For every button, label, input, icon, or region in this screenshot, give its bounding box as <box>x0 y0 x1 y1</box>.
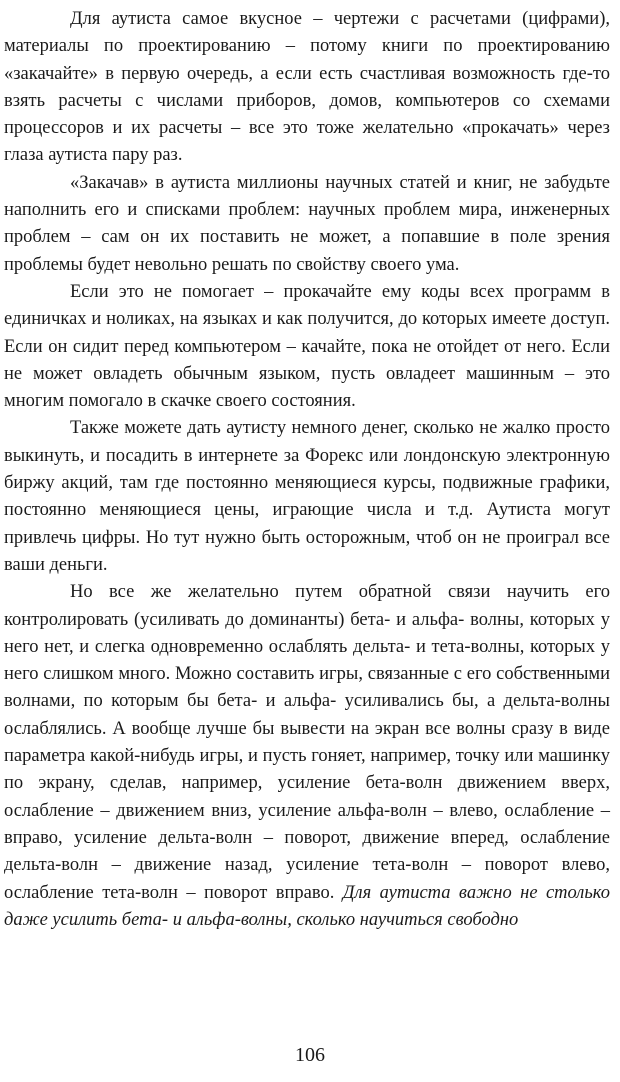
paragraph-5-italic-text: Для аутиста важно не столько даже усилить бета- и альфа-волны, сколько научиться свободно <box>4 882 610 930</box>
page-number: 106 <box>295 1044 325 1066</box>
paragraph-5 <box>4 579 610 934</box>
paragraph-3: Если это не помогает – прокачайте ему коды всех программ в единичках и ноликах, на языках и как получится, до которых имеете доступ. Если он сидит перед компьютером – качайте, пока не отойдет от него. Если не может овладеть обычным языком, пусть овладеет машинным – это многим помогало в скачке своего состояния. <box>4 281 610 412</box>
paragraph-5-text: Но все же желательно путем обратной связи научить его контролировать (усиливать до доминанты) бета- и альфа- волны, которых у него нет, и слегка одновременно ослаблять дельта- и тета-волны, которых у него слишком много. Можно составить игры, связанные с его собственными волнами, по которым бы бета- и альфа- усиливались бы, а дельта-волны ослаблялись. А вообще лучше бы вывести на экран все волны сразу в виде параметра какой-нибудь игры, и пусть гоняет, например, точку или машинку по экрану, сделав, например, усиление бета-волн движением вверх, ослабление – движением вниз, усиление альфа-волн – влево, ослабление – вправо, усиление дельта-волн – поворот, движение вперед, ослабление дельта-волн – движение назад, усиление тета-волн – поворот влево, ослабление тета-волн – поворот вправо. <box>4 582 610 903</box>
paragraph-2: «Закачав» в аутиста миллионы научных статей и книг, не забудьте наполнить его и списками проблем: научных проблем мира, инженерных проблем – сам он их поставить не может, а попавшие в поле зрения проблемы будет невольно решать по свойству своего ума. <box>4 172 610 275</box>
page-body <box>4 6 610 934</box>
paragraph-1: Для аутиста самое вкусное – чертежи с расчетами (цифрами), материалы по проектированию – потому книги по проектированию «закачайте» в первую очередь, а если есть счастливая возможность где-то взять расчеты с числами приборов, домов, компьютеров со схемами процессоров и их расчеты – все это тоже желательно «прокачать» через глаза аутиста пару раз. <box>4 9 610 166</box>
paragraph-4: Также можете дать аутисту немного денег, сколько не жалко просто выкинуть, и посадить в интернете за Форекс или лондонскую электронную биржу акций, там где постоянно меняющиеся курсы, подвижные графики, постоянно меняющиеся цены, играющие числа и т.д. Аутиста могут привлечь цифры. Но тут нужно быть осторожным, чтоб он не проиграл все ваши деньги. <box>4 418 610 575</box>
